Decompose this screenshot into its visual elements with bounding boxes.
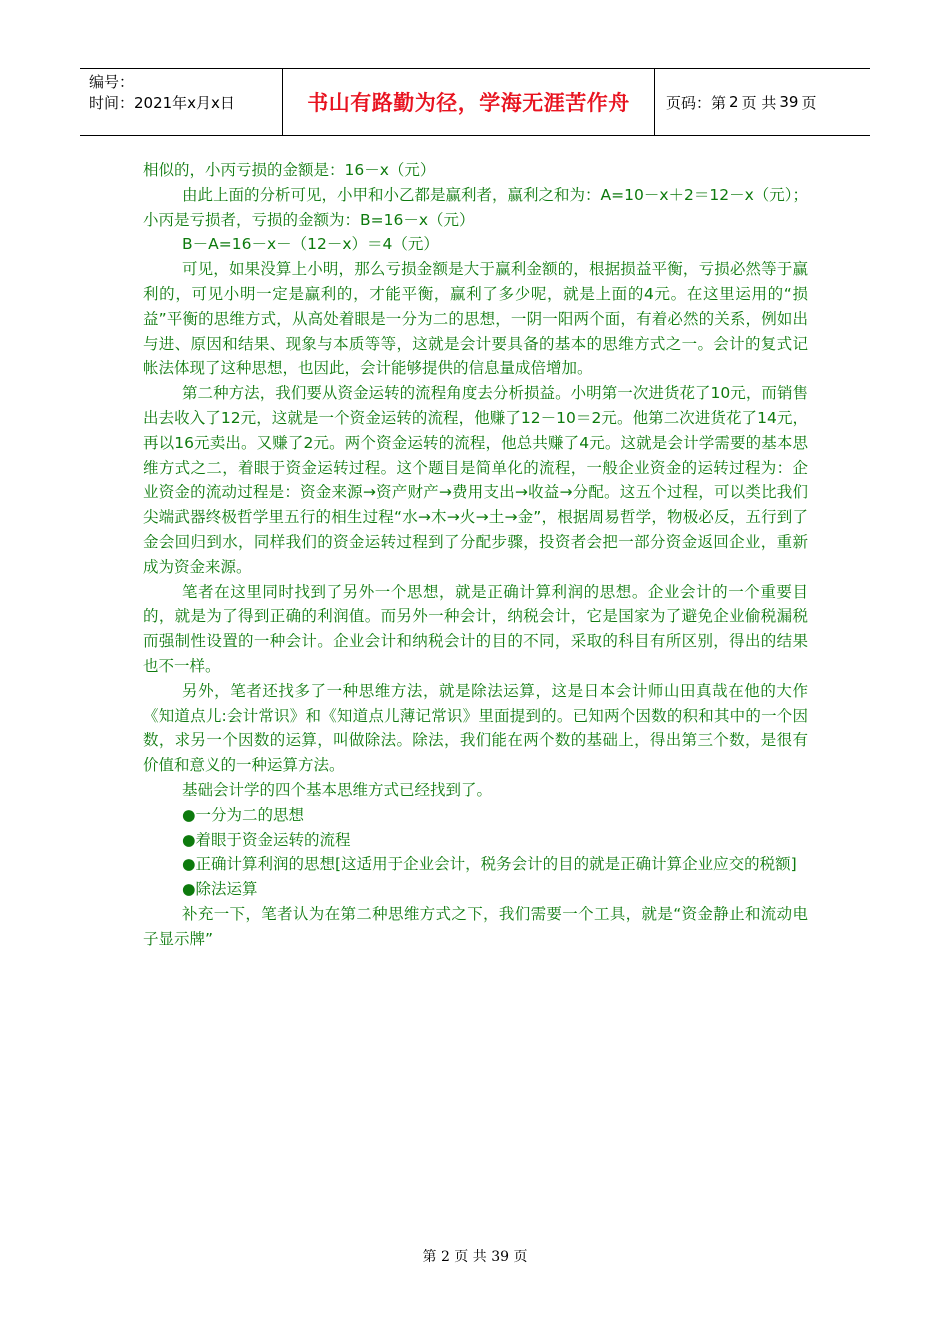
paragraph: 基础会计学的四个基本思维方式已经找到了。 <box>182 780 493 799</box>
time-label: 时间：2021年x月x日 <box>89 94 235 112</box>
serial-label: 编号： <box>89 73 135 91</box>
paragraph: 可见，如果没算上小明，那么亏损金额是大于赢利金额的，根据损益平衡，亏损必然等于赢利的，可见小明一定是赢利的，才能平衡，赢利了多少呢，就是上面的4元。在这里运用的“损益”平衡的思维方式，从高处着眼是一分为二的思想，一阴一阳两个面，有着必然的关系，例如出与进、原因和结果、现象与本质等等，这就是会计要具备的基本的思维方式之一。会计的复式记帐法体现了这种思想，也因此，会计能够提供的信息量成倍增加。 <box>143 260 808 378</box>
paragraph: B－A=16－x－（12－x）＝4（元） <box>182 235 439 254</box>
bullet-item: ●除法运算 <box>182 880 258 899</box>
page-label: 页码： <box>666 93 712 112</box>
page-header <box>80 68 870 136</box>
header-page-cell <box>655 69 870 135</box>
document-body <box>143 158 808 952</box>
page-prefix: 第 <box>711 93 727 112</box>
bullet-item: ●一分为二的思想 <box>182 805 305 824</box>
page-total: 39 <box>779 93 799 111</box>
paragraph: 另外，笔者还找多了一种思维方法，就是除法运算，这是日本会计师山田真哉在他的大作《知道点儿:会计常识》和《知道点儿薄记常识》里面提到的。已知两个因数的积和其中的一个因数，求另一个因数的运算，叫做除法。除法，我们能在两个数的基础上，得出第三个数，是很有价值和意义的一种运算方法。 <box>143 681 808 775</box>
paragraph: 由此上面的分析可见，小甲和小乙都是赢利者，赢利之和为：A=10－x＋2＝12－x（元）；小丙是亏损者，亏损的金额为：B=16－x（元） <box>143 185 808 229</box>
footer-page-number: 第 2 页 共 39 页 <box>422 1249 528 1265</box>
header-motto-cell <box>283 69 655 135</box>
page-suffix: 页 <box>801 93 817 112</box>
bullet-item: ●正确计算利润的思想[这适用于企业会计，税务会计的目的就是正确计算企业应交的税额] <box>182 855 797 874</box>
paragraph: 第二种方法，我们要从资金运转的流程角度去分析损益。小明第一次进货花了10元，而销售出去收入了12元，这就是一个资金运转的流程，他赚了12－10＝2元。他第二次进货花了14元，再以16元卖出。又赚了2元。两个资金运转的流程，他总共赚了4元。这就是会计学需要的基本思维方式之二，着眼于资金运转过程。这个题目是简单化的流程，一般企业资金的运转过程为：企业资金的流动过程是：资金来源→资产财产→费用支出→收益→分配。这五个过程，可以类比我们尖端武器终极哲学里五行的相生过程“水→木→火→土→金”，根据周易哲学，物极必反，五行到了金会回归到水，同样我们的资金运转过程到了分配步骤，投资者会把一部分资金返回企业，重新成为资金来源。 <box>143 384 808 576</box>
motto-text: 书山有路勤为径，学海无涯苦作舟 <box>307 90 630 115</box>
paragraph: 补充一下，笔者认为在第二种思维方式之下，我们需要一个工具，就是“资金静止和流动电子显示牌” <box>143 904 808 948</box>
header-meta-cell <box>80 69 283 135</box>
paragraph: 笔者在这里同时找到了另外一个思想，就是正确计算利润的思想。企业会计的一个重要目的，就是为了得到正确的利润值。而另外一种会计，纳税会计，它是国家为了避免企业偷税漏税而强制性设置的一种会计。企业会计和纳税会计的目的不同，采取的科目有所区别，得出的结果也不一样。 <box>143 582 808 675</box>
paragraph: 相似的，小丙亏损的金额是：16－x（元） <box>143 161 436 179</box>
page-mid: 页 共 <box>741 93 777 112</box>
page-footer <box>0 1246 950 1266</box>
bullet-item: ●着眼于资金运转的流程 <box>182 830 351 849</box>
page-current: 2 <box>729 93 739 111</box>
